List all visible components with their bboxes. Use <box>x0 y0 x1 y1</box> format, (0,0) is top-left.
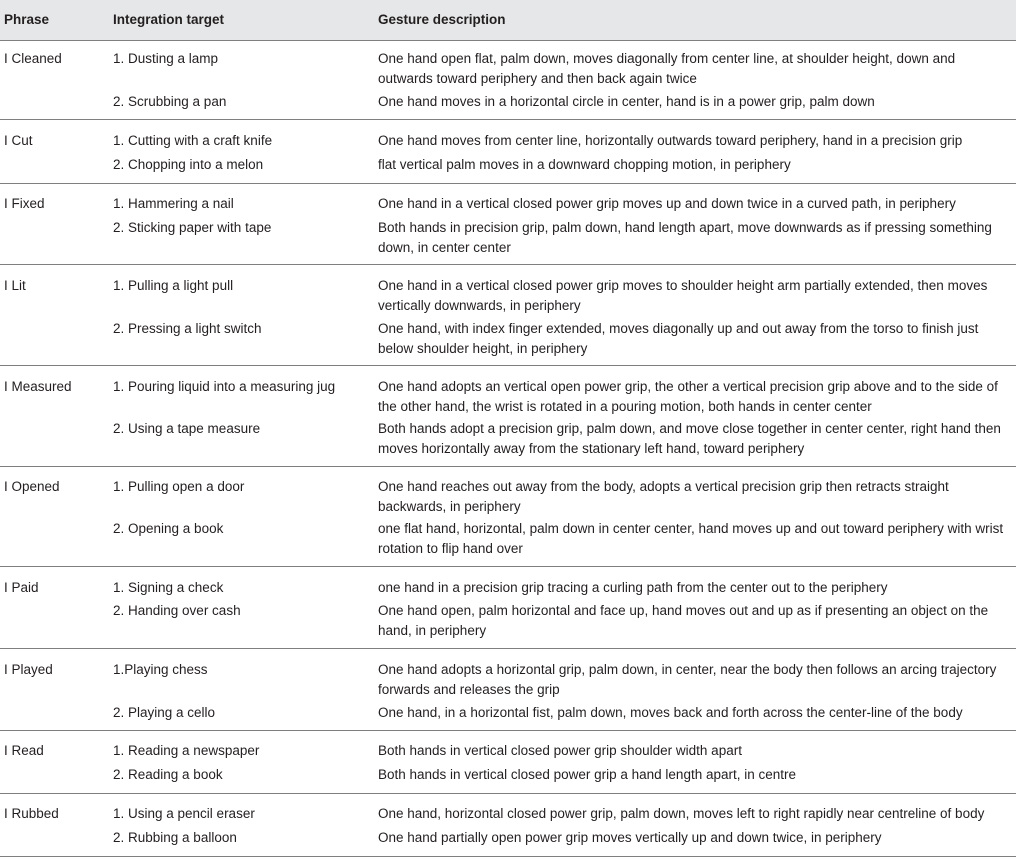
gesture-cell: One hand open flat, palm down, moves diagonally from center line, at shoulder height, down and outwards toward periphery and then back again twice <box>378 51 956 86</box>
gesture-cell: One hand adopts a horizontal grip, palm down, in center, near the body then follows an arcing trajectory forwards and releases the grip <box>378 662 997 697</box>
row-divider <box>0 119 1016 120</box>
target-cell: 2. Playing a cello <box>113 705 216 720</box>
gesture-cell: One hand moves from center line, horizontally outwards toward periphery, hand in a precision grip <box>378 133 963 148</box>
target-cell: 1. Pulling open a door <box>113 479 245 494</box>
target-cell: 2. Sticking paper with tape <box>113 220 272 235</box>
row-divider <box>0 566 1016 567</box>
gesture-cell: Both hands in vertical closed power grip shoulder width apart <box>378 743 742 758</box>
target-cell: 1. Hammering a nail <box>113 196 234 211</box>
phrase-cell: I Read <box>4 743 44 758</box>
gesture-cell: One hand partially open power grip moves vertically up and down twice, in periphery <box>378 830 882 845</box>
gesture-cell: One hand, in a horizontal fist, palm down, moves back and forth across the center-line of the body <box>378 705 963 720</box>
target-cell: 1. Cutting with a craft knife <box>113 133 273 148</box>
phrase-cell: I Lit <box>4 278 26 293</box>
gesture-cell: One hand moves in a horizontal circle in center, hand is in a power grip, palm down <box>378 94 875 109</box>
gesture-cell: One hand reaches out away from the body, adopts a vertical precision grip then retracts straight backwards, in periphery <box>378 479 949 514</box>
gesture-cell: one flat hand, horizontal, palm down in center center, hand moves up and out toward periphery with wrist rotation to flip hand over <box>378 521 1004 556</box>
gesture-cell: Both hands in precision grip, palm down, hand length apart, move downwards as if pressing something down, in center center <box>378 220 992 255</box>
target-cell: 1. Dusting a lamp <box>113 51 219 66</box>
row-divider <box>0 793 1016 794</box>
gesture-cell: One hand adopts an vertical open power grip, the other a vertical precision grip above and to the side of the other hand, the wrist is rotated in a pouring motion, both hands in center center <box>378 379 998 414</box>
gesture-cell: one hand in a precision grip tracing a curling path from the center out to the periphery <box>378 580 888 595</box>
target-cell: 2. Rubbing a balloon <box>113 830 237 845</box>
target-cell: 1. Signing a check <box>113 580 224 595</box>
phrase-cell: I Played <box>4 662 53 677</box>
header-phrase: Phrase <box>4 12 50 27</box>
target-cell: 2. Opening a book <box>113 521 224 536</box>
gesture-cell: Both hands in vertical closed power grip a hand length apart, in centre <box>378 767 797 782</box>
header-integration-target: Integration target <box>113 12 225 27</box>
gesture-cell: Both hands adopt a precision grip, palm down, and move close together in center center, right hand then moves horizontally away from the stationary left hand, toward periphery <box>378 421 1001 456</box>
phrase-cell: I Cleaned <box>4 51 62 66</box>
phrase-cell: I Paid <box>4 580 39 595</box>
row-divider <box>0 730 1016 731</box>
row-divider <box>0 466 1016 467</box>
target-cell: 1. Using a pencil eraser <box>113 806 255 821</box>
target-cell: 2. Chopping into a melon <box>113 157 264 172</box>
row-divider <box>0 856 1016 857</box>
row-divider <box>0 365 1016 366</box>
target-cell: 1. Pouring liquid into a measuring jug <box>113 379 336 394</box>
target-cell: 2. Handing over cash <box>113 603 241 618</box>
header-gesture-description: Gesture description <box>378 12 506 27</box>
row-divider <box>0 183 1016 184</box>
gesture-cell: One hand, horizontal closed power grip, palm down, moves left to right rapidly near centreline of body <box>378 806 985 821</box>
target-cell: 2. Reading a book <box>113 767 223 782</box>
phrase-cell: I Rubbed <box>4 806 59 821</box>
row-divider <box>0 264 1016 265</box>
gesture-cell: flat vertical palm moves in a downward chopping motion, in periphery <box>378 157 791 172</box>
phrase-cell: I Opened <box>4 479 60 494</box>
target-cell: 2. Scrubbing a pan <box>113 94 227 109</box>
target-cell: 1.Playing chess <box>113 662 208 677</box>
gesture-cell: One hand open, palm horizontal and face up, hand moves out and up as if presenting an object on the hand, in periphery <box>378 603 989 638</box>
target-cell: 2. Pressing a light switch <box>113 321 262 336</box>
gesture-cell: One hand, with index finger extended, moves diagonally up and out away from the torso to finish just below shoulder height, in periphery <box>378 321 979 356</box>
gesture-cell: One hand in a vertical closed power grip moves up and down twice in a curved path, in periphery <box>378 196 956 211</box>
phrase-cell: I Cut <box>4 133 33 148</box>
gesture-cell: One hand in a vertical closed power grip moves to shoulder height arm partially extended, then moves vertically downwards, in periphery <box>378 278 988 313</box>
target-cell: 1. Pulling a light pull <box>113 278 234 293</box>
table-header <box>0 0 1016 40</box>
phrase-cell: I Measured <box>4 379 72 394</box>
row-divider <box>0 648 1016 649</box>
phrase-cell: I Fixed <box>4 196 45 211</box>
target-cell: 2. Using a tape measure <box>113 421 261 436</box>
header-divider <box>0 40 1016 41</box>
target-cell: 1. Reading a newspaper <box>113 743 260 758</box>
